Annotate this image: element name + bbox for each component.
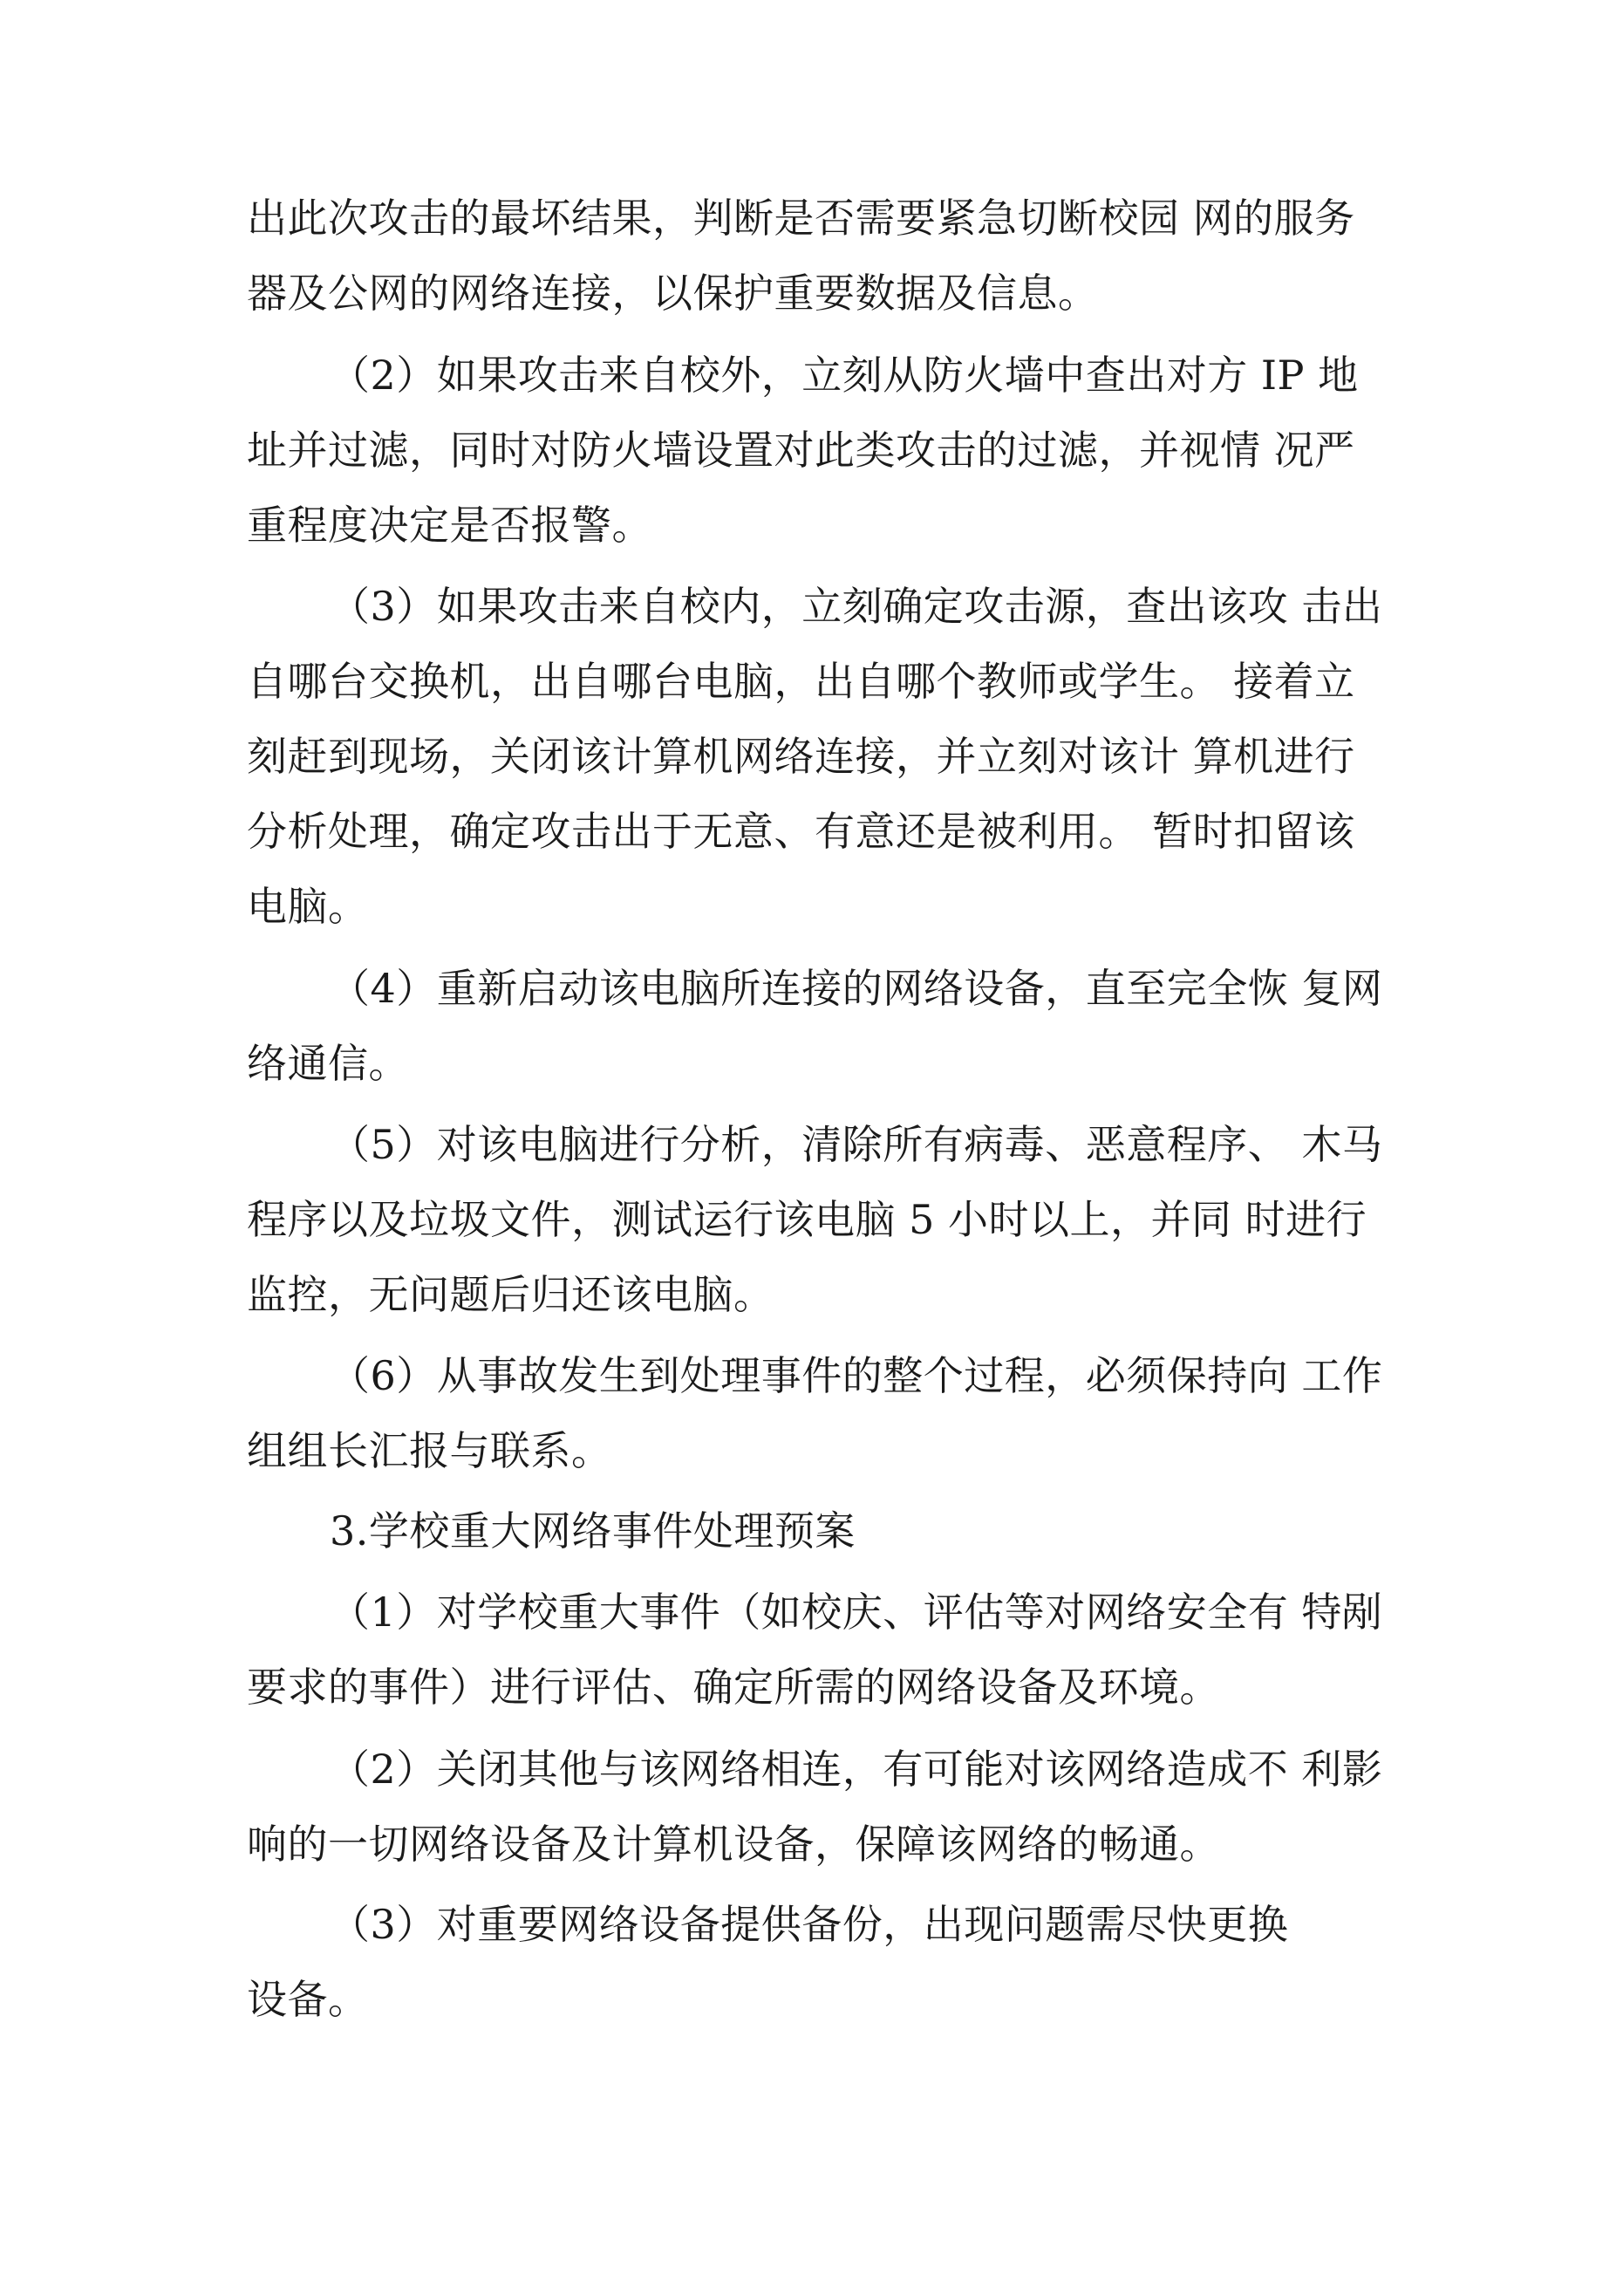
- text-line: 络通信。: [247, 1040, 409, 1087]
- text-line: 响的一切网络设备及计算机设备，保障该网络的畅通。: [247, 1821, 1220, 1868]
- text-line: （1）对学校重大事件（如校庆、评估等对网络安全有 特剐: [330, 1589, 1383, 1636]
- text-line: （5）对该电脑进行分析，清除所有病毒、恶意程序、 木马: [330, 1121, 1383, 1168]
- text-line: 分析处理，确定攻击出于无意、有意还是被利用。 暂时扣留该: [247, 808, 1355, 855]
- text-line: 要求的事件）进行评估、确定所需的网络设备及环境。: [247, 1664, 1220, 1711]
- text-line: 刻赶到现场，关闭该计算机网络连接，并立刻对该计 算机进行: [247, 733, 1355, 780]
- text-line: （3）对重要网络设备提供备份，出现问题需尽快更换: [330, 1901, 1289, 1948]
- text-line: 监控，无问题后归还该电脑。: [247, 1271, 774, 1318]
- text-line: 器及公网的网络连接，以保护重要数据及信息。: [247, 270, 1099, 317]
- text-line: （2）如果攻击来自校外，立刻从防火墙中查出对方 IP 地: [330, 352, 1359, 399]
- text-line: （6）从事故发生到处理事件的整个过程，必须保持向 工作: [330, 1352, 1383, 1399]
- text-line: （2）关闭其他与该网络相连，有可能对该网络造成不 利影: [330, 1746, 1383, 1793]
- text-line: 自哪台交换机，出自哪台电脑，出自哪个教师或学生。 接着立: [247, 658, 1355, 705]
- text-line: 址并过滤，同时对防火墙设置对此类攻击的过滤，并视情 况严: [247, 427, 1355, 474]
- text-line: 电脑。: [247, 883, 369, 930]
- text-line: 程序以及垃圾文件，测试运行该电脑 5 小时以上，并同 时进行: [247, 1196, 1367, 1243]
- text-line: 设备。: [247, 1976, 369, 2023]
- text-line: 组组长汇报与联系。: [247, 1427, 612, 1474]
- text-line: （4）重新启动该电脑所连接的网络设备，直至完全恢 复网: [330, 965, 1383, 1012]
- text-line: 重程度决定是否报警。: [247, 502, 652, 549]
- text-line: 出此次攻击的最坏结果，判断是否需要紧急切断校园 网的服务: [247, 195, 1355, 242]
- section-heading: 3.学校重大网络事件处理预案: [330, 1507, 856, 1555]
- text-line: （3）如果攻击来自校内，立刻确定攻击源，查出该攻 击出: [330, 583, 1383, 630]
